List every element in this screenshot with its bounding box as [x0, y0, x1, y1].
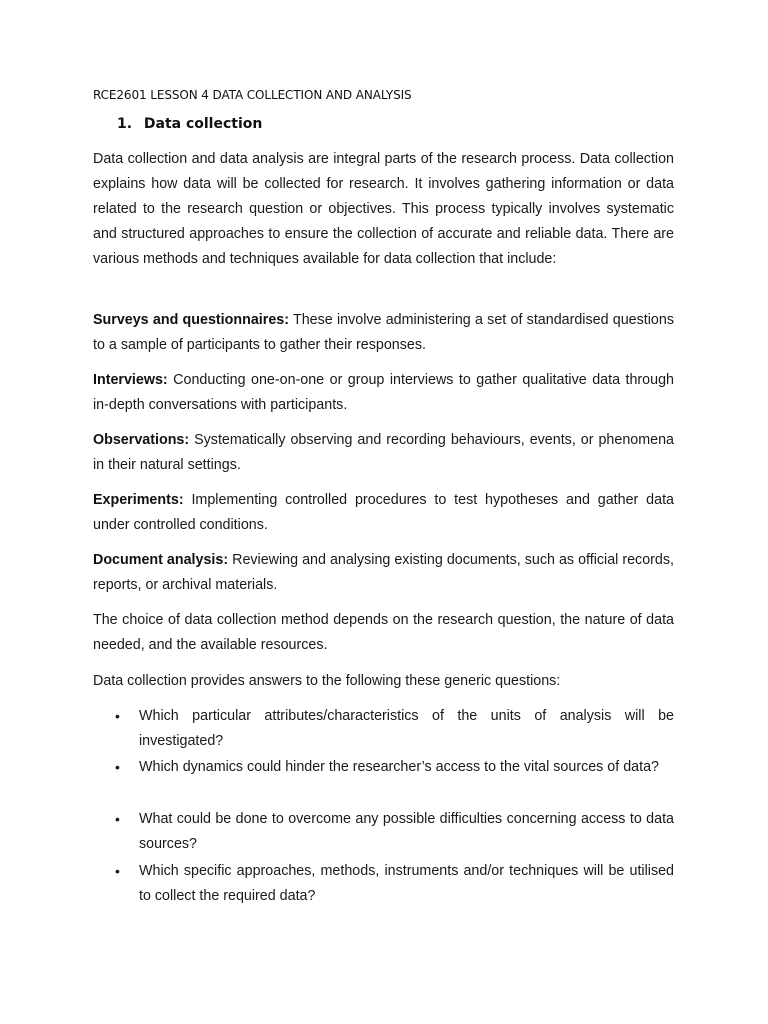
method-description: Conducting one-on-one or group interviews to gather qualitative data through in-depth conversations with participants.: [93, 372, 674, 413]
section-heading-text: Data collection: [143, 116, 263, 132]
method-term: Surveys and questionnaires:: [93, 312, 289, 328]
intro-paragraph: Data collection and data analysis are integral parts of the research process. Data collection explains how data will be collected for research. It involves gathering information or data related to the research question or objectives. This process typically involves systematic and structured approaches to ensure the collection of accurate and reliable data. There are various methods and techniques available for data collection that include:: [93, 151, 674, 267]
section-number: 1.: [117, 116, 133, 132]
method-term: Experiments:: [93, 492, 184, 508]
method-term: Document analysis:: [93, 552, 229, 568]
bullet-icon: •: [115, 811, 120, 827]
list-item-text: Which particular attributes/characteristics of the units of analysis will be investigated?: [139, 708, 674, 749]
list-item-text: Which specific approaches, methods, instruments and/or techniques will be utilised to collect the required data?: [139, 863, 674, 904]
method-description: Implementing controlled procedures to test hypotheses and gather data under controlled conditions.: [93, 492, 674, 533]
section-heading: [117, 116, 262, 132]
bullet-icon: •: [115, 863, 120, 879]
method-observations: [93, 428, 674, 478]
choice-paragraph: The choice of data collection method depends on the research question, the nature of data needed, and the available resources.: [93, 612, 674, 653]
document-title: RCE2601 LESSON 4 DATA COLLECTION AND ANALYSIS: [93, 88, 412, 102]
method-interviews: [93, 368, 674, 418]
method-document-analysis: [93, 548, 674, 598]
method-term: Interviews:: [93, 372, 168, 388]
questions-intro: Data collection provides answers to the following these generic questions:: [93, 673, 561, 689]
bullet-icon: •: [115, 759, 120, 775]
bullet-icon: •: [115, 708, 120, 724]
method-surveys: [93, 308, 674, 358]
method-term: Observations:: [93, 432, 190, 448]
method-description: Reviewing and analysing existing documents, such as official records, reports, or archival materials.: [93, 552, 674, 593]
method-experiments: [93, 488, 674, 538]
method-description: These involve administering a set of standardised questions to a sample of participants to gather their responses.: [93, 312, 674, 353]
list-item-text: Which dynamics could hinder the researcher’s access to the vital sources of data?: [139, 759, 659, 775]
list-item-text: What could be done to overcome any possible difficulties concerning access to data sources?: [139, 811, 674, 852]
method-description: Systematically observing and recording behaviours, events, or phenomena in their natural settings.: [93, 432, 674, 473]
